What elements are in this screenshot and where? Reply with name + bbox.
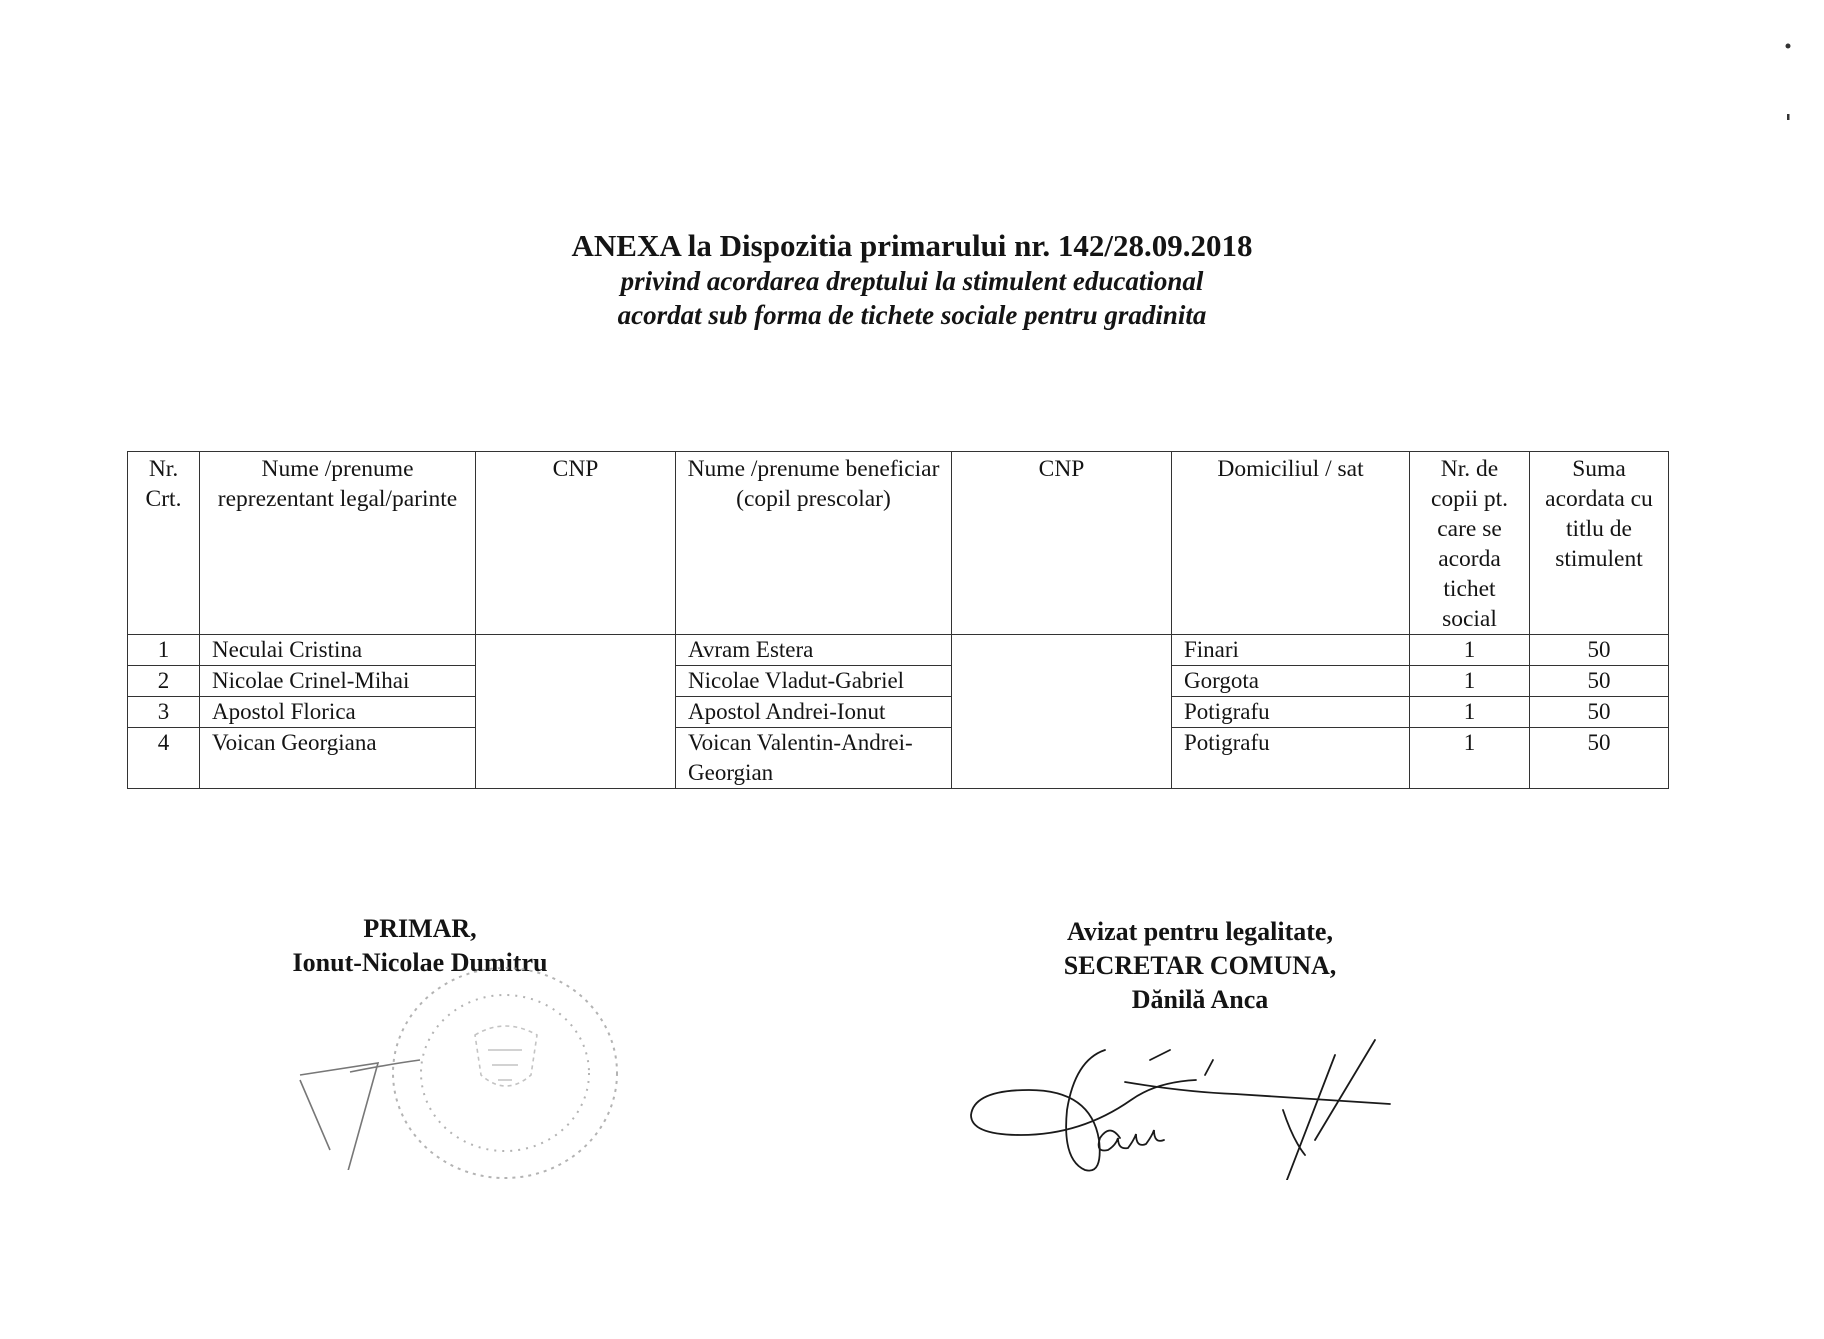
header-beneficiar: Nume /prenume beneficiar (copil prescolar) [676,452,952,635]
cell-cnp-reprezentant [476,666,676,697]
cell-nr: 3 [128,697,200,728]
document-subtitle-line-2: acordat sub forma de tichete sociale pentru gradinita [617,300,1207,330]
cell-domiciliu: Potigrafu [1172,728,1410,789]
mayor-role: PRIMAR, [363,914,477,943]
cell-cnp-reprezentant [476,728,676,789]
cell-nr: 1 [128,635,200,666]
table-row [128,728,1669,789]
header-reprezentant: Nume /prenume reprezentant legal/parinte [200,452,476,635]
cell-beneficiar: Avram Estera [676,635,952,666]
header-cnp-beneficiar: CNP [952,452,1172,635]
beneficiaries-table [127,451,1669,789]
mayor-name: Ionut-Nicolae Dumitru [292,948,548,977]
cell-nr: 2 [128,666,200,697]
cell-reprezentant: Apostol Florica [200,697,476,728]
cell-suma: 50 [1530,728,1669,789]
cell-cnp-beneficiar [952,697,1172,728]
document-subtitle-line-1: privind acordarea dreptului la stimulent educational [620,266,1204,296]
cell-nr-copii: 1 [1410,666,1530,697]
cell-nr: 4 [128,728,200,789]
header-nr-crt: Nr. Crt. [128,452,200,635]
cell-domiciliu: Gorgota [1172,666,1410,697]
header-suma: Suma acordata cu titlu de stimulent [1530,452,1669,635]
cell-domiciliu: Potigrafu [1172,697,1410,728]
document-title: ANEXA la Dispozitia primarului nr. 142/28.09.2018 [571,228,1253,263]
header-nr-copii: Nr. de copii pt. care se acorda tichet social [1410,452,1530,635]
cell-beneficiar: Nicolae Vladut-Gabriel [676,666,952,697]
cell-cnp-reprezentant [476,697,676,728]
header-cnp-reprezentant: CNP [476,452,676,635]
cell-nr-copii: 1 [1410,728,1530,789]
cell-beneficiar: Apostol Andrei-Ionut [676,697,952,728]
cell-reprezentant: Neculai Cristina [200,635,476,666]
mayor-signature-scribble-icon [290,1020,490,1170]
handwritten-signature-icon [965,1030,1435,1180]
cell-nr-copii: 1 [1410,635,1530,666]
cell-reprezentant: Nicolae Crinel-Mihai [200,666,476,697]
scan-specks-icon [1770,30,1800,130]
table-row [128,666,1669,697]
secretary-name: Dănilă Anca [1131,985,1269,1014]
cell-suma: 50 [1530,697,1669,728]
cell-reprezentant: Voican Georgiana [200,728,476,789]
secretary-role: SECRETAR COMUNA, [1063,951,1337,980]
table-row [128,697,1669,728]
cell-cnp-beneficiar [952,728,1172,789]
legality-note: Avizat pentru legalitate, [1067,917,1333,946]
cell-cnp-beneficiar [952,666,1172,697]
cell-nr-copii: 1 [1410,697,1530,728]
cell-suma: 50 [1530,666,1669,697]
cell-cnp-reprezentant [476,635,676,666]
cell-domiciliu: Finari [1172,635,1410,666]
document-header [0,228,1824,332]
cell-suma: 50 [1530,635,1669,666]
header-domiciliu: Domiciliul / sat [1172,452,1410,635]
secretary-signature-block [1000,915,1400,1017]
cell-beneficiar: Voican Valentin-Andrei-Georgian [676,728,952,789]
cell-cnp-beneficiar [952,635,1172,666]
table-row [128,635,1669,666]
table-header-row [128,452,1669,635]
